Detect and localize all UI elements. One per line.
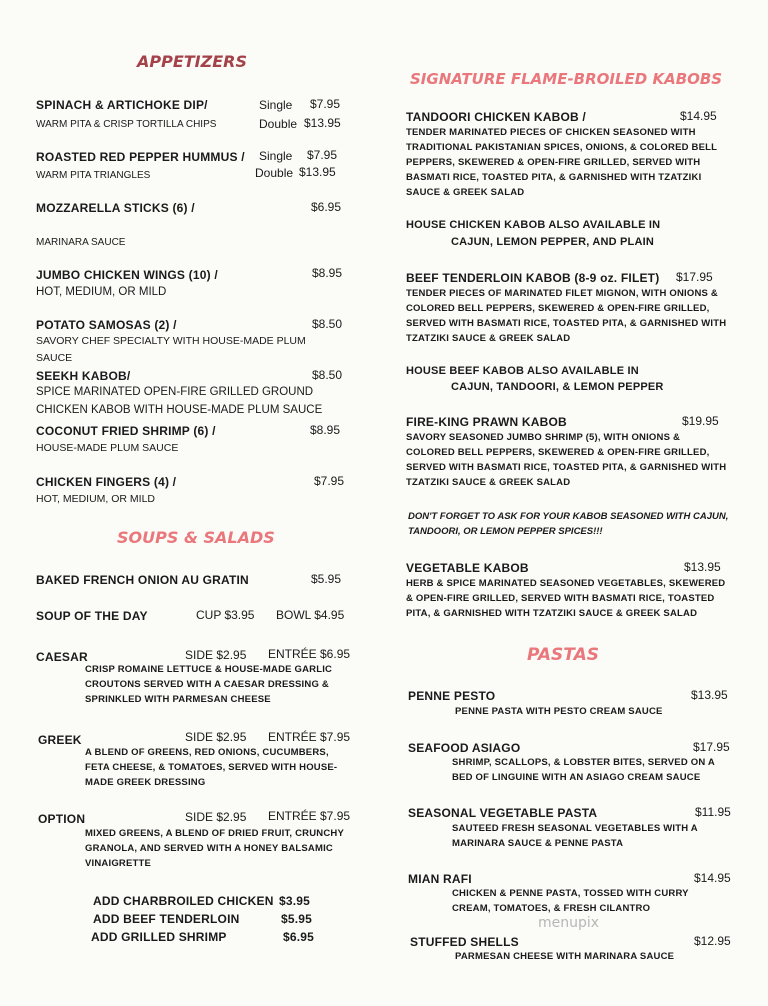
greek-side-price: SIDE $2.95	[185, 730, 247, 744]
hummus-single-label: Single	[259, 149, 293, 163]
seekh-desc-2: CHICKEN KABOB WITH HOUSE-MADE PLUM SAUCE	[36, 404, 323, 416]
soup-of-day-name: SOUP OF THE DAY	[36, 609, 148, 623]
seasoning-note: DON'T FORGET TO ASK FOR YOUR KABOB SEASONED WITH CAJUN, TANDOORI, OR LEMON PEPPER SPICES!!!	[408, 511, 729, 537]
addon-chicken-price: $3.95	[279, 894, 311, 908]
chicken-fingers-desc: HOT, MEDIUM, OR MILD	[36, 493, 156, 505]
spinach-single-label: Single	[259, 98, 293, 112]
spinach-dip-desc: WARM PITA & CRISP TORTILLA CHIPS	[36, 119, 217, 130]
seafood-asiago-price: $17.95	[693, 740, 730, 754]
mian-rafi-name: MIAN RAFI	[408, 872, 472, 886]
caesar-entree-price: ENTRÉE $6.95	[268, 647, 351, 661]
tandoori-kabob-price: $14.95	[680, 109, 717, 123]
option-desc: MIXED GREENS, A BLEND OF DRIED FRUIT, CRUNCHY GRANOLA, AND SERVED WITH A HONEY BALSAMIC VINAIGRETTE	[85, 828, 344, 869]
seasonal-veg-pasta-price: $11.95	[695, 805, 731, 819]
greek-desc: A BLEND OF GREENS, RED ONIONS, CUCUMBERS, FETA CHEESE, & TOMATOES, SERVED WITH HOUSE-MADE GREEK DRESSING	[85, 747, 338, 788]
coconut-shrimp-desc: HOUSE-MADE PLUM SAUCE	[36, 442, 179, 454]
hummus-double-price: $13.95	[299, 165, 336, 179]
beef-kabob-name: BEEF TENDERLOIN KABOB (8-9 oz. FILET)	[406, 271, 660, 285]
caesar-name: CAESAR	[36, 650, 88, 664]
penne-pesto-price: $13.95	[691, 688, 728, 702]
pastas-heading: PASTAS	[527, 645, 599, 665]
option-name: OPTION	[38, 812, 86, 826]
mozzarella-name: MOZZARELLA STICKS (6) /	[36, 201, 195, 215]
greek-name: GREEK	[38, 733, 82, 747]
menupix-watermark: menupix	[538, 915, 600, 931]
beef-kabob-desc: TENDER PIECES OF MARINATED FILET MIGNON, WITH ONIONS & COLORED BELL PEPPERS, SKEWERED & OPEN-FIRE GRILLED, SERVED WITH BASMATI RICE, TOASTED PITA, & GARNISHED WITH TZATZIKI SAUCE & GREEK SALAD	[406, 288, 727, 344]
seekh-price: $8.50	[312, 368, 343, 382]
vegetable-kabob-name: VEGETABLE KABOB	[406, 561, 529, 575]
option-side-price: SIDE $2.95	[185, 810, 247, 824]
caesar-desc: CRISP ROMAINE LETTUCE & HOUSE-MADE GARLIC CROUTONS SERVED WITH A CAESAR DRESSING & SPRINKLED WITH PARMESAN CHEESE	[85, 664, 333, 705]
samosas-name: POTATO SAMOSAS (2) /	[36, 318, 177, 332]
seafood-asiago-desc: SHRIMP, SCALLOPS, & LOBSTER BITES, SERVED ON A BED OF LINGUINE WITH AN ASIAGO CREAM SAUCE	[452, 757, 715, 783]
wings-desc: HOT, MEDIUM, OR MILD	[36, 286, 167, 298]
house-chicken-note-2: CAJUN, LEMON PEPPER, AND PLAIN	[451, 236, 655, 248]
penne-pesto-desc: PENNE PASTA WITH PESTO CREAM SAUCE	[455, 706, 663, 717]
spinach-double-price: $13.95	[304, 116, 341, 130]
french-onion-price: $5.95	[311, 572, 342, 586]
tandoori-kabob-desc: TENDER MARINATED PIECES OF CHICKEN SEASONED WITH TRADITIONAL PAKISTANIAN SPICES, ONIONS, & COLORED BELL PEPPERS, SKEWERED & OPEN-FIRE GRILLED, SERVED WITH BASMATI RICE, TOASTED PITA, & GARNISHED WITH TZATZIKI SAUCE & GREEK SALAD	[406, 127, 717, 198]
vegetable-kabob-desc: HERB & SPICE MARINATED SEASONED VEGETABLES, SKEWERED & OPEN-FIRE GRILLED, SERVED WITH BASMATI RICE, TOASTED PITA, & GARNISHED WITH TZATZIKI SAUCE & GREEK SALAD	[406, 578, 726, 619]
addon-shrimp-price: $6.95	[283, 930, 315, 944]
mian-rafi-desc: CHICKEN & PENNE PASTA, TOSSED WITH CURRY CREAM, TOMATOES, & FRESH CILANTRO	[452, 888, 689, 914]
addon-beef-price: $5.95	[281, 912, 313, 926]
coconut-shrimp-name: COCONUT FRIED SHRIMP (6) /	[36, 424, 216, 438]
tandoori-kabob-name: TANDOORI CHICKEN KABOB /	[406, 110, 586, 124]
stuffed-shells-desc: PARMESAN CHEESE WITH MARINARA SAUCE	[455, 951, 675, 962]
hummus-name: ROASTED RED PEPPER HUMMUS /	[36, 150, 245, 164]
stuffed-shells-price: $12.95	[694, 934, 731, 948]
greek-entree-price: ENTRÉE $7.95	[268, 730, 351, 744]
prawn-kabob-price: $19.95	[682, 414, 719, 428]
chicken-fingers-price: $7.95	[314, 474, 345, 488]
mozzarella-price: $6.95	[311, 200, 342, 214]
caesar-side-price: SIDE $2.95	[185, 648, 247, 662]
hummus-single-price: $7.95	[307, 148, 338, 162]
seasonal-veg-pasta-name: SEASONAL VEGETABLE PASTA	[408, 806, 598, 820]
vegetable-kabob-price: $13.95	[684, 560, 721, 574]
spinach-dip-name: SPINACH & ARTICHOKE DIP/	[36, 98, 208, 112]
house-chicken-note-1: HOUSE CHICKEN KABOB ALSO AVAILABLE IN	[406, 219, 661, 231]
addon-beef-name: ADD BEEF TENDERLOIN	[93, 912, 240, 926]
wings-name: JUMBO CHICKEN WINGS (10) /	[36, 268, 218, 282]
prawn-kabob-name: FIRE-KING PRAWN KABOB	[406, 415, 567, 429]
spinach-double-label: Double	[259, 117, 298, 131]
seekh-name: SEEKH KABOB/	[36, 369, 131, 383]
seafood-asiago-name: SEAFOOD ASIAGO	[408, 741, 521, 755]
samosas-desc-2: SAUCE	[36, 352, 73, 364]
chicken-fingers-name: CHICKEN FINGERS (4) /	[36, 475, 177, 489]
house-beef-note-1: HOUSE BEEF KABOB ALSO AVAILABLE IN	[406, 365, 639, 377]
option-entree-price: ENTRÉE $7.95	[268, 809, 351, 823]
spinach-single-price: $7.95	[310, 97, 341, 111]
coconut-shrimp-price: $8.95	[310, 423, 341, 437]
samosas-price: $8.50	[312, 317, 343, 331]
mozzarella-desc: MARINARA SAUCE	[36, 237, 126, 248]
addon-chicken-name: ADD CHARBROILED CHICKEN	[93, 894, 274, 908]
seasonal-veg-pasta-desc: SAUTEED FRESH SEASONAL VEGETABLES WITH A MARINARA SAUCE & PENNE PASTA	[452, 823, 698, 849]
stuffed-shells-name: STUFFED SHELLS	[410, 935, 519, 949]
house-beef-note-2: CAJUN, TANDOORI, & LEMON PEPPER	[451, 381, 664, 393]
hummus-double-label: Double	[255, 166, 294, 180]
soups-salads-heading: SOUPS & SALADS	[117, 528, 275, 547]
penne-pesto-name: PENNE PESTO	[408, 689, 496, 703]
beef-kabob-price: $17.95	[676, 270, 713, 284]
hummus-desc: WARM PITA TRIANGLES	[36, 170, 151, 181]
seekh-desc-1: SPICE MARINATED OPEN-FIRE GRILLED GROUND	[36, 386, 314, 398]
soup-bowl-price: BOWL $4.95	[276, 608, 345, 622]
prawn-kabob-desc: SAVORY SEASONED JUMBO SHRIMP (5), WITH ONIONS & COLORED BELL PEPPERS, SKEWERED & OPEN-FIRE GRILLED, SERVED WITH BASMATI RICE, TOASTED PITA, & GARNISHED WITH TZATZIKI SAUCE & GREEK SALAD	[406, 432, 727, 488]
addon-shrimp-name: ADD GRILLED SHRIMP	[91, 930, 227, 944]
wings-price: $8.95	[312, 266, 343, 280]
kabobs-heading: SIGNATURE FLAME-BROILED KABOBS	[410, 70, 723, 88]
soup-cup-price: CUP $3.95	[196, 608, 255, 622]
mian-rafi-price: $14.95	[694, 871, 731, 885]
appetizers-heading: APPETIZERS	[137, 52, 248, 71]
french-onion-name: BAKED FRENCH ONION AU GRATIN	[36, 573, 249, 587]
samosas-desc-1: SAVORY CHEF SPECIALTY WITH HOUSE-MADE PLUM	[36, 335, 306, 347]
